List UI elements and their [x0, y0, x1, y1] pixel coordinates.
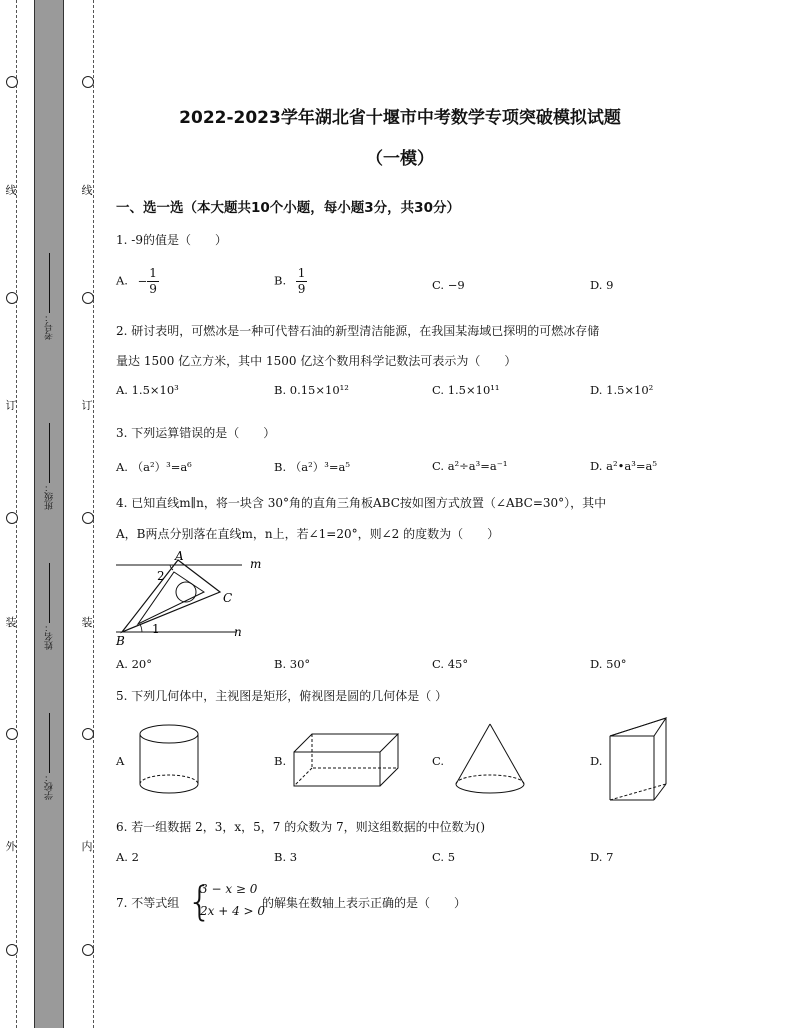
- question-2-option-b[interactable]: B. 0.15×10¹²: [274, 383, 349, 397]
- question-1-option-a[interactable]: A. − $\frac{1}{9}$: [116, 266, 157, 296]
- question-6-option-b[interactable]: B. 3: [274, 850, 298, 864]
- question-5-option-b[interactable]: B.: [274, 754, 287, 768]
- section-heading: 一、选一选（本大题共10个小题，每小题3分，共30分）: [116, 200, 460, 216]
- question-1-option-c[interactable]: C. −9: [432, 278, 465, 292]
- question-2-option-a[interactable]: A. 1.5×10³: [116, 383, 179, 397]
- question-6-option-a[interactable]: A. 2: [116, 850, 139, 864]
- question-5-option-d[interactable]: D.: [590, 754, 603, 768]
- question-4-figure: [112, 548, 272, 648]
- school-field[interactable]: 学校：: [38, 710, 60, 800]
- question-4-option-c[interactable]: C. 45°: [432, 657, 469, 671]
- name-field[interactable]: 姓名：: [38, 560, 60, 650]
- margin-char-inner: 内: [81, 840, 93, 853]
- prism-figure: [606, 714, 672, 804]
- question-6-option-d[interactable]: D. 7: [590, 850, 614, 864]
- margin-char-outer: 外: [5, 840, 17, 853]
- binding-hole: [6, 512, 18, 524]
- question-4-option-d[interactable]: D. 50°: [590, 657, 627, 671]
- question-3-option-c[interactable]: C. a²÷a³=a⁻¹: [432, 459, 508, 473]
- question-5-option-a[interactable]: A: [116, 754, 125, 768]
- label-m: m: [250, 557, 262, 571]
- cylinder-figure: [134, 722, 204, 798]
- inequality-2: 2x + 4 > 0: [200, 904, 266, 918]
- angle-1-arc: [140, 624, 142, 632]
- margin-char-fix: 装: [5, 616, 17, 629]
- binding-hole: [6, 76, 18, 88]
- label-angle-1: 1: [152, 622, 160, 636]
- question-2-stem-line1: 2. 研讨表明，可燃冰是一种可代替石油的新型清洁能源，在我国某海域已探明的可燃冰存储: [116, 324, 600, 338]
- label-n: n: [234, 625, 242, 639]
- binding-strip: [34, 0, 64, 1028]
- question-5-option-c[interactable]: C.: [432, 754, 445, 768]
- label-a: A: [175, 549, 184, 563]
- margin-char-bind: 订: [5, 399, 17, 412]
- label-angle-2: 2: [157, 569, 165, 583]
- class-field[interactable]: 班级：: [38, 420, 60, 510]
- question-7-suffix: 的解集在数轴上表示正确的是（ ）: [262, 896, 467, 910]
- question-2-stem-line2: 量达 1500 亿立方米，其中 1500 亿这个数用科学记数法可表示为（ ）: [116, 354, 517, 368]
- question-2-option-d[interactable]: D. 1.5×10²: [590, 383, 654, 397]
- binding-hole: [6, 728, 18, 740]
- question-3-option-a[interactable]: A. （a²）³=a⁶: [116, 460, 192, 474]
- margin-char-fix: 装: [81, 616, 93, 629]
- question-4-stem-line1: 4. 已知直线m∥n，将一块含 30°角的直角三角板ABC按如图方式放置（∠ABC=30°），其中: [116, 496, 607, 510]
- question-4-option-a[interactable]: A. 20°: [116, 657, 152, 671]
- binding-hole: [82, 512, 94, 524]
- question-3-stem: 3. 下列运算错误的是（ ）: [116, 426, 276, 440]
- exam-number-field[interactable]: 考号：: [38, 250, 60, 340]
- triangle-hole: [176, 582, 196, 602]
- inequality-1: 3 − x ≥ 0: [200, 882, 258, 896]
- margin-char-bind: 订: [81, 399, 93, 412]
- binding-hole: [82, 728, 94, 740]
- label-c: C: [223, 591, 233, 605]
- question-5-stem: 5. 下列几何体中，主视图是矩形，俯视图是圆的几何体是（ ）: [116, 689, 448, 703]
- binding-hole: [82, 292, 94, 304]
- binding-hole: [82, 944, 94, 956]
- question-1-option-b[interactable]: B. $\frac{1}{9}$: [274, 266, 306, 296]
- question-4-stem-line2: A，B两点分别落在直线m，n上，若∠1=20°，则∠2 的度数为（ ）: [116, 527, 500, 541]
- margin-char-line: 线: [5, 184, 17, 197]
- binding-hole: [82, 76, 94, 88]
- question-1-stem: 1. -9的值是（ ）: [116, 233, 227, 247]
- binding-hole: [6, 944, 18, 956]
- question-1-option-d[interactable]: D. 9: [590, 278, 614, 292]
- question-2-option-c[interactable]: C. 1.5×10¹¹: [432, 383, 500, 397]
- cuboid-figure: [290, 730, 402, 790]
- cone-figure: [450, 720, 530, 800]
- binding-hole: [6, 292, 18, 304]
- question-3-option-d[interactable]: D. a²•a³=a⁵: [590, 459, 657, 473]
- question-7-prefix: 7. 不等式组: [116, 896, 180, 910]
- triangle-abc: [122, 560, 220, 632]
- paper-title: 2022-2023学年湖北省十堰市中考数学专项突破模拟试题: [179, 108, 621, 128]
- label-b: B: [116, 634, 125, 648]
- question-6-option-c[interactable]: C. 5: [432, 850, 456, 864]
- inequality-brace: {: [187, 879, 213, 925]
- question-4-option-b[interactable]: B. 30°: [274, 657, 311, 671]
- question-3-option-b[interactable]: B. （a²）³=a⁵: [274, 460, 350, 474]
- question-6-stem: 6. 若一组数据 2，3，x，5，7 的众数为 7，则这组数据的中位数为(): [116, 820, 486, 834]
- paper-subtitle: （一模）: [366, 149, 434, 169]
- margin-char-line: 线: [81, 184, 93, 197]
